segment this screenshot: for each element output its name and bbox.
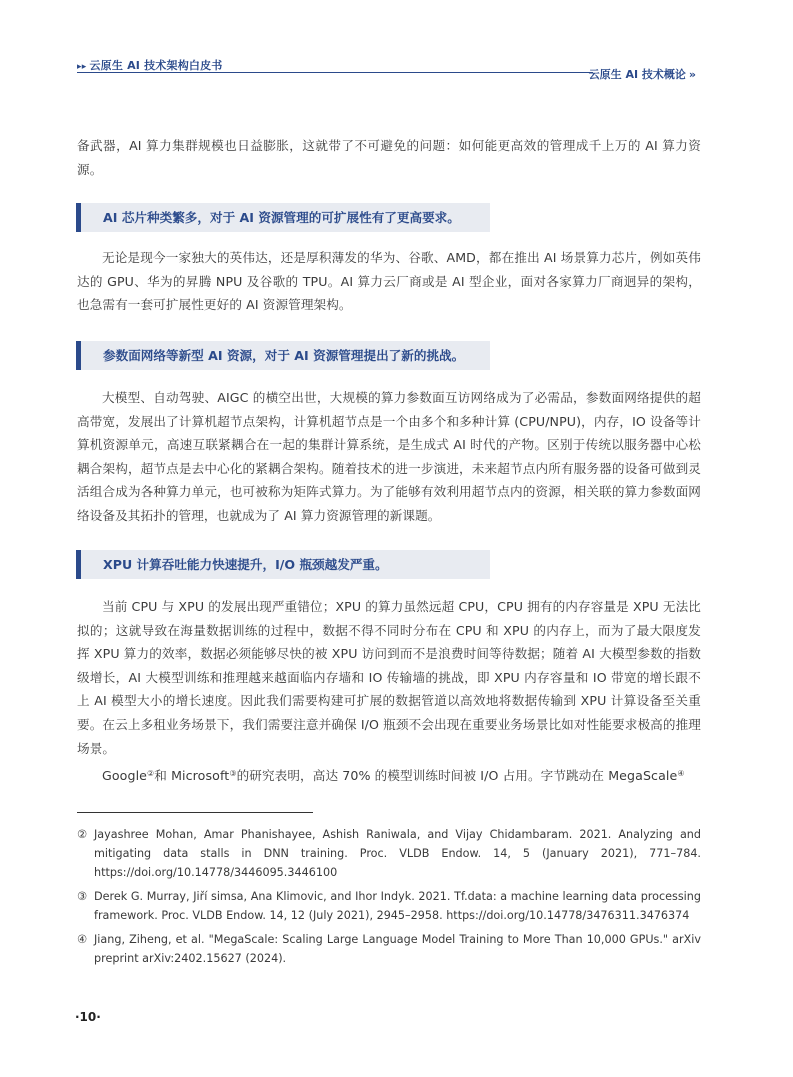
footnote-ref[interactable]: ④ xyxy=(677,769,685,778)
running-header-right xyxy=(589,66,696,82)
document-title: 云原生 AI 技术架构白皮书 xyxy=(89,59,223,72)
paragraph-text xyxy=(77,764,701,788)
footnote-number: ④ xyxy=(77,933,88,946)
paragraph-text: 大模型、自动驾驶、AIGC 的横空出世，大规模的算力参数面互访网络成为了必需品，参数面网络提供的超高带宽，发展出了计算机超节点架构，计算机超节点是一个由多个和多种计算 (CPU/NPU)，内存，IO 设备等计算机资源单元，高速互联紧耦合在一起的集群计算系统，是生成式 AI 时代的产物。区别于传统以服务器中心松耦合架构，超节点是去中心化的紧耦合架构。随着技术的进一步演进，未来超节点内所有服务器的设备可做到灵活组合成为各种算力单元，也可被称为矩阵式算力。为了能够有效利用超节点内的资源，相关联的算力参数面网络设备及其拓扑的管理，也就成为了 AI 算力资源管理的新课题。 xyxy=(77,390,701,523)
footnote-ref[interactable]: ③ xyxy=(229,769,237,778)
paragraph-text: 无论是现今一家独大的英伟达，还是厚积薄发的华为、谷歌、AMD，都在推出 AI 场景算力芯片，例如英伟达的 GPU、华为的昇腾 NPU 及谷歌的 TPU。AI 算力云厂商或是 AI 型企业，面对各家算力厂商迥异的架构，也急需有一套可扩展性更好的 AI 资源管理架构。 xyxy=(77,250,701,313)
running-header-left xyxy=(77,57,223,73)
footnote-separator xyxy=(77,812,313,813)
text-segment: 和 Microsoft xyxy=(154,768,230,783)
paragraph-2 xyxy=(77,386,701,528)
footnote-text: Jiang, Ziheng, et al. "MegaScale: Scaling Large Language Model Training to More Than 10,000 GPUs." arXiv preprint arXiv:2402.15627 (2024). xyxy=(94,933,701,965)
section-heading-1: AI 芯片种类繁多，对于 AI 资源管理的可扩展性有了更高要求。 xyxy=(76,203,490,232)
footnote-text: Derek G. Murray, Jiří simsa, Ana Klimovic, and Ihor Indyk. 2021. Tf.data: a machine learning data processing framework. Proc. VLDB Endow. 14, 12 (July 2021), 2945–2958. https://doi.org/10.14778/3476311.3476374 xyxy=(94,890,701,922)
chevron-right-icon: » xyxy=(688,68,696,81)
section-heading-3: XPU 计算吞吐能力快速提升，I/O 瓶颈越发严重。 xyxy=(76,550,490,579)
paragraph-continuation xyxy=(77,134,701,181)
footnote xyxy=(77,887,701,925)
text-segment: 的研究表明，高达 70% 的模型训练时间被 I/O 占用。字节跳动在 MegaScale xyxy=(236,768,678,783)
text-segment: Google xyxy=(102,768,148,783)
page-number: ·10· xyxy=(75,1010,101,1024)
footnote-number: ② xyxy=(77,828,88,841)
double-arrow-icon: ▸▸ xyxy=(77,62,87,72)
footnote-ref[interactable]: ② xyxy=(147,769,155,778)
footnote xyxy=(77,930,701,968)
footnote-number: ③ xyxy=(77,890,88,903)
header-rule xyxy=(77,72,593,73)
footnote-text: Jayashree Mohan, Amar Phanishayee, Ashish Raniwala, and Vijay Chidambaram. 2021. Analyzing and mitigating data stalls in DNN training. Proc. VLDB Endow. 14, 5 (January 2021), 771–784. https://doi.org/10.14778/3446095.3446100 xyxy=(94,828,701,879)
paragraph-text: 当前 CPU 与 XPU 的发展出现严重错位；XPU 的算力虽然远超 CPU，CPU 拥有的内存容量是 XPU 无法比拟的；这就导致在海量数据训练的过程中，数据不得不同时分布在 CPU 和 XPU 的内存上，而为了最大限度发挥 XPU 算力的效率，数据必须能够尽快的被 XPU 访问到而不是浪费时间等待数据；随着 AI 大模型参数的指数级增长，AI 大模型训练和推理越来越面临内存墙和 IO 传输墙的挑战，即 XPU 内存容量和 IO 带宽的增长跟不上 AI 模型大小的增长速度。因此我们需要构建可扩展的数据管道以高效地将数据传输到 XPU 计算设备至关重要。在云上多租业务场景下，我们需要注意并确保 I/O 瓶颈不会出现在重要业务场景比如对性能要求极高的推理场景。 xyxy=(77,599,701,756)
footnote xyxy=(77,825,701,882)
chapter-title: 云原生 AI 技术概论 xyxy=(588,68,686,81)
paragraph-3 xyxy=(77,595,701,760)
paragraph-text: 备武器，AI 算力集群规模也日益膨胀，这就带了不可避免的问题：如何能更高效的管理成千上万的 AI 算力资源。 xyxy=(77,138,701,177)
paragraph-1 xyxy=(77,246,701,317)
paragraph-4 xyxy=(77,764,701,788)
section-heading-2: 参数面网络等新型 AI 资源，对于 AI 资源管理提出了新的挑战。 xyxy=(76,341,490,370)
